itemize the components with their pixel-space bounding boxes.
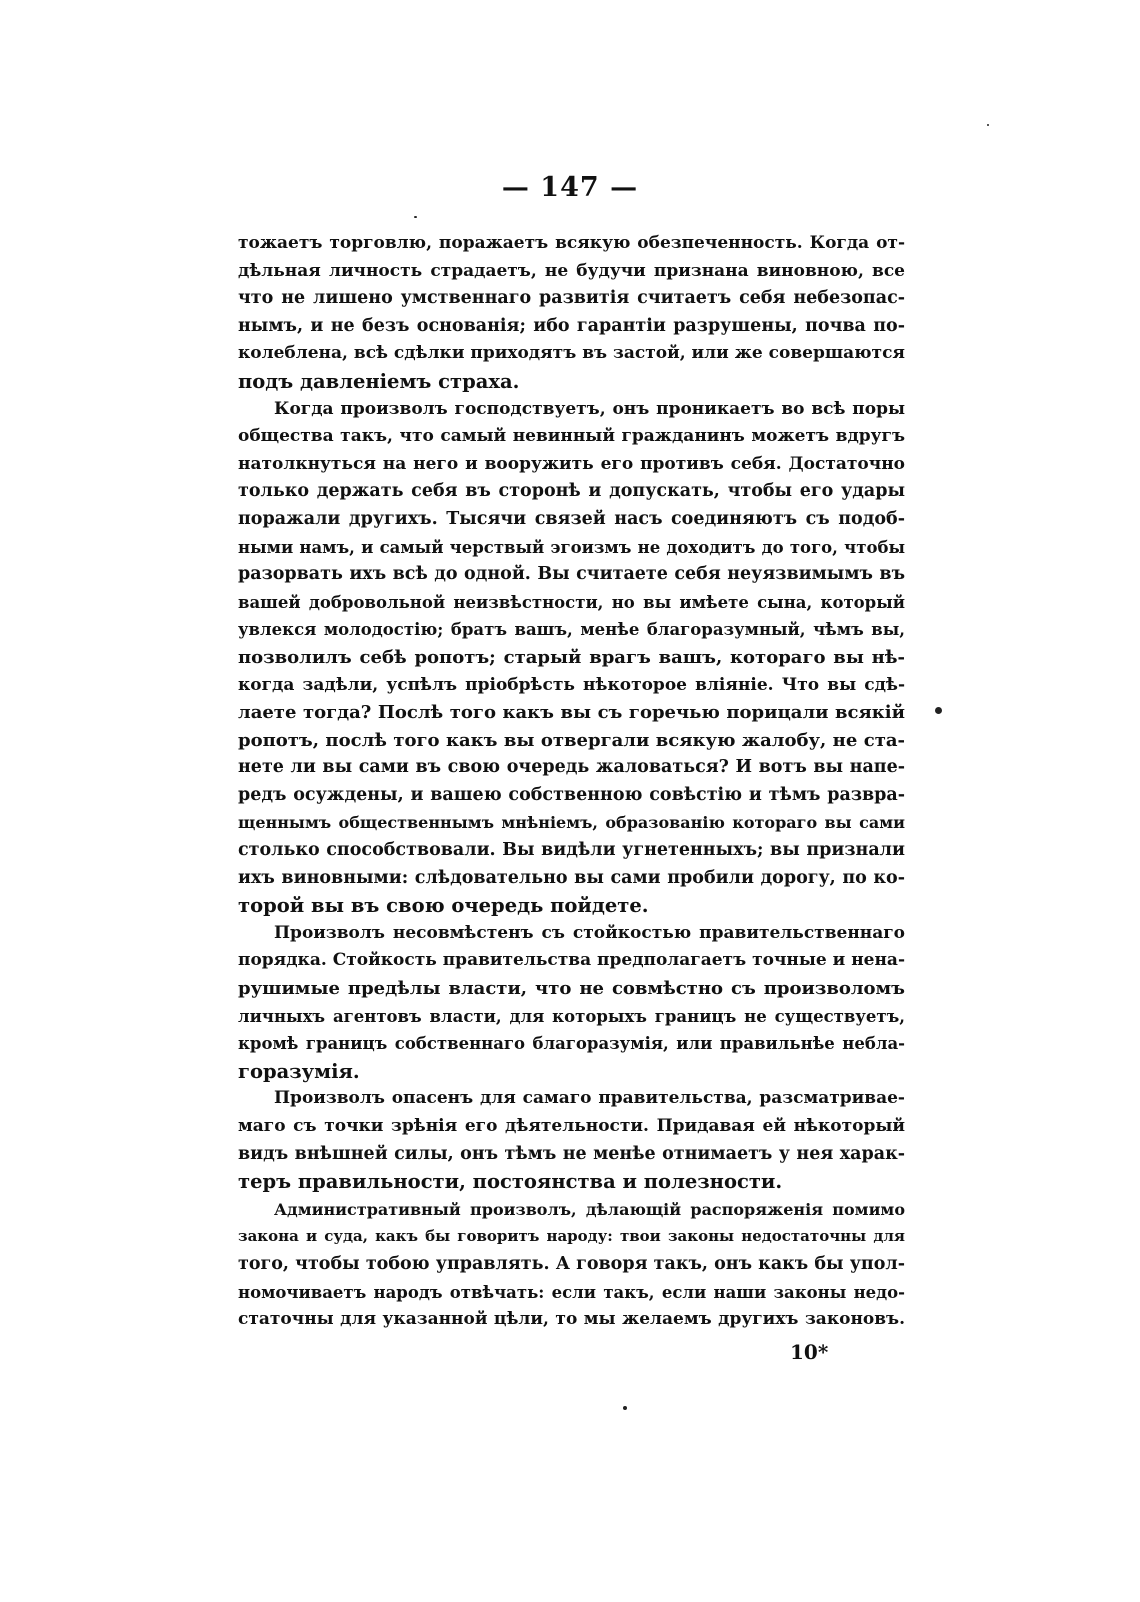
- text-line: вашей добровольной неизвѣстности, но вы имѣете сына, который: [238, 592, 905, 612]
- signature-mark: 10*: [790, 1340, 829, 1364]
- paragraph: [238, 396, 905, 920]
- paragraph: [238, 920, 905, 1086]
- text-line: закона и суда, какъ бы говоритъ народу: твои законы недостаточны для: [238, 1227, 905, 1246]
- text-line: увлекся молодостію; братъ вашъ, менѣе благоразумный, чѣмъ вы,: [238, 620, 905, 640]
- text-line: тожаетъ торговлю, поражаетъ всякую обезпеченность. Когда от-: [238, 233, 905, 253]
- text-line: лаете тогда? Послѣ того какъ вы съ горечью порицали всякій: [238, 702, 905, 724]
- text-line: подъ давленіемъ страха.: [238, 369, 520, 393]
- text-line: столько способствовали. Вы видѣли угнетенныхъ; вы признали: [238, 840, 905, 861]
- scan-speck: [414, 216, 417, 218]
- text-line: ихъ виновными: слѣдовательно вы сами пробили дорогу, по ко-: [238, 867, 905, 888]
- text-line: нымъ, и не безъ основанія; ибо гарантіи разрушены, почва по-: [238, 315, 905, 336]
- text-line: щеннымъ общественнымъ мнѣніемъ, образованію котораго вы сами: [238, 813, 905, 833]
- text-line: кромѣ границъ собственнаго благоразумія, или правильнѣе небла-: [238, 1034, 905, 1054]
- body-text: [238, 230, 905, 1334]
- text-line: натолкнуться на него и вооружить его противъ себя. Достаточно: [238, 453, 905, 474]
- text-line: Произволъ несовмѣстенъ съ стойкостью правительственнаго: [274, 922, 905, 943]
- text-line: рушимые предѣлы власти, что не совмѣстно съ произволомъ: [238, 978, 905, 1000]
- text-line: теръ правильности, постоянства и полезности.: [238, 1170, 783, 1194]
- text-line: торой вы въ свою очередь пойдете.: [238, 894, 649, 918]
- text-line: номочиваетъ народъ отвѣчать: если такъ, если наши законы недо-: [238, 1282, 905, 1302]
- text-line: горазумія.: [238, 1059, 360, 1083]
- text-line: когда задѣли, успѣлъ пріобрѣсть нѣкоторое вліяніе. Что вы сдѣ-: [238, 674, 905, 695]
- paragraph: [238, 1085, 905, 1195]
- text-line: разорвать ихъ всѣ до одной. Вы считаете себя неуязвимымъ въ: [238, 564, 905, 585]
- text-line: видъ внѣшней силы, онъ тѣмъ не менѣе отнимаетъ у нея харак-: [238, 1143, 905, 1164]
- text-line: дѣльная личность страдаетъ, не будучи признана виновною, все: [238, 260, 905, 281]
- paragraph: [238, 1196, 905, 1334]
- text-line: только держать себя въ сторонѣ и допускать, чтобы его удары: [238, 481, 905, 502]
- text-line: колеблена, всѣ сдѣлки приходятъ въ застой, или же совершаются: [238, 343, 905, 364]
- text-line: редъ осуждены, и вашею собственною совѣстію и тѣмъ развра-: [238, 784, 905, 805]
- paragraph: [238, 230, 905, 396]
- text-line: ропотъ, послѣ того какъ вы отвергали всякую жалобу, не ста-: [238, 729, 905, 751]
- text-line: Произволъ опасенъ для самаго правительства, разсматривае-: [274, 1088, 905, 1109]
- scan-speck: [935, 707, 942, 714]
- text-line: порядка. Стойкость правительства предполагаетъ точные и нена-: [238, 950, 905, 971]
- text-line: маго съ точки зрѣнія его дѣятельности. Придавая ей нѣкоторый: [238, 1116, 905, 1136]
- text-line: ными намъ, и самый черствый эгоизмъ не доходитъ до того, чтобы: [238, 537, 905, 557]
- scan-speck: [623, 1406, 627, 1410]
- text-line: личныхъ агентовъ власти, для которыхъ границъ не существуетъ,: [238, 1006, 905, 1026]
- text-line: статочны для указанной цѣли, то мы желаемъ другихъ законовъ.: [238, 1309, 905, 1330]
- text-line: поражали другихъ. Тысячи связей насъ соединяютъ съ подоб-: [238, 508, 905, 529]
- text-line: того, чтобы тобою управлять. А говоря такъ, онъ какъ бы упол-: [238, 1253, 905, 1274]
- text-line: Административный произволъ, дѣлающій распоряженія помимо: [274, 1199, 905, 1219]
- page-number: — 147 —: [501, 172, 639, 203]
- text-line: Когда произволъ господствуетъ, онъ проникаетъ во всѣ поры: [274, 398, 905, 419]
- text-line: общества такъ, что самый невинный гражданинъ можетъ вдругъ: [238, 426, 905, 447]
- text-line: нете ли вы сами въ свою очередь жаловаться? И вотъ вы напе-: [238, 757, 905, 778]
- scan-speck: [987, 124, 989, 126]
- text-line: позволилъ себѣ ропотъ; старый врагъ вашъ, котораго вы нѣ-: [238, 646, 905, 668]
- text-line: что не лишено умственнаго развитія считаетъ себя небезопас-: [238, 288, 905, 309]
